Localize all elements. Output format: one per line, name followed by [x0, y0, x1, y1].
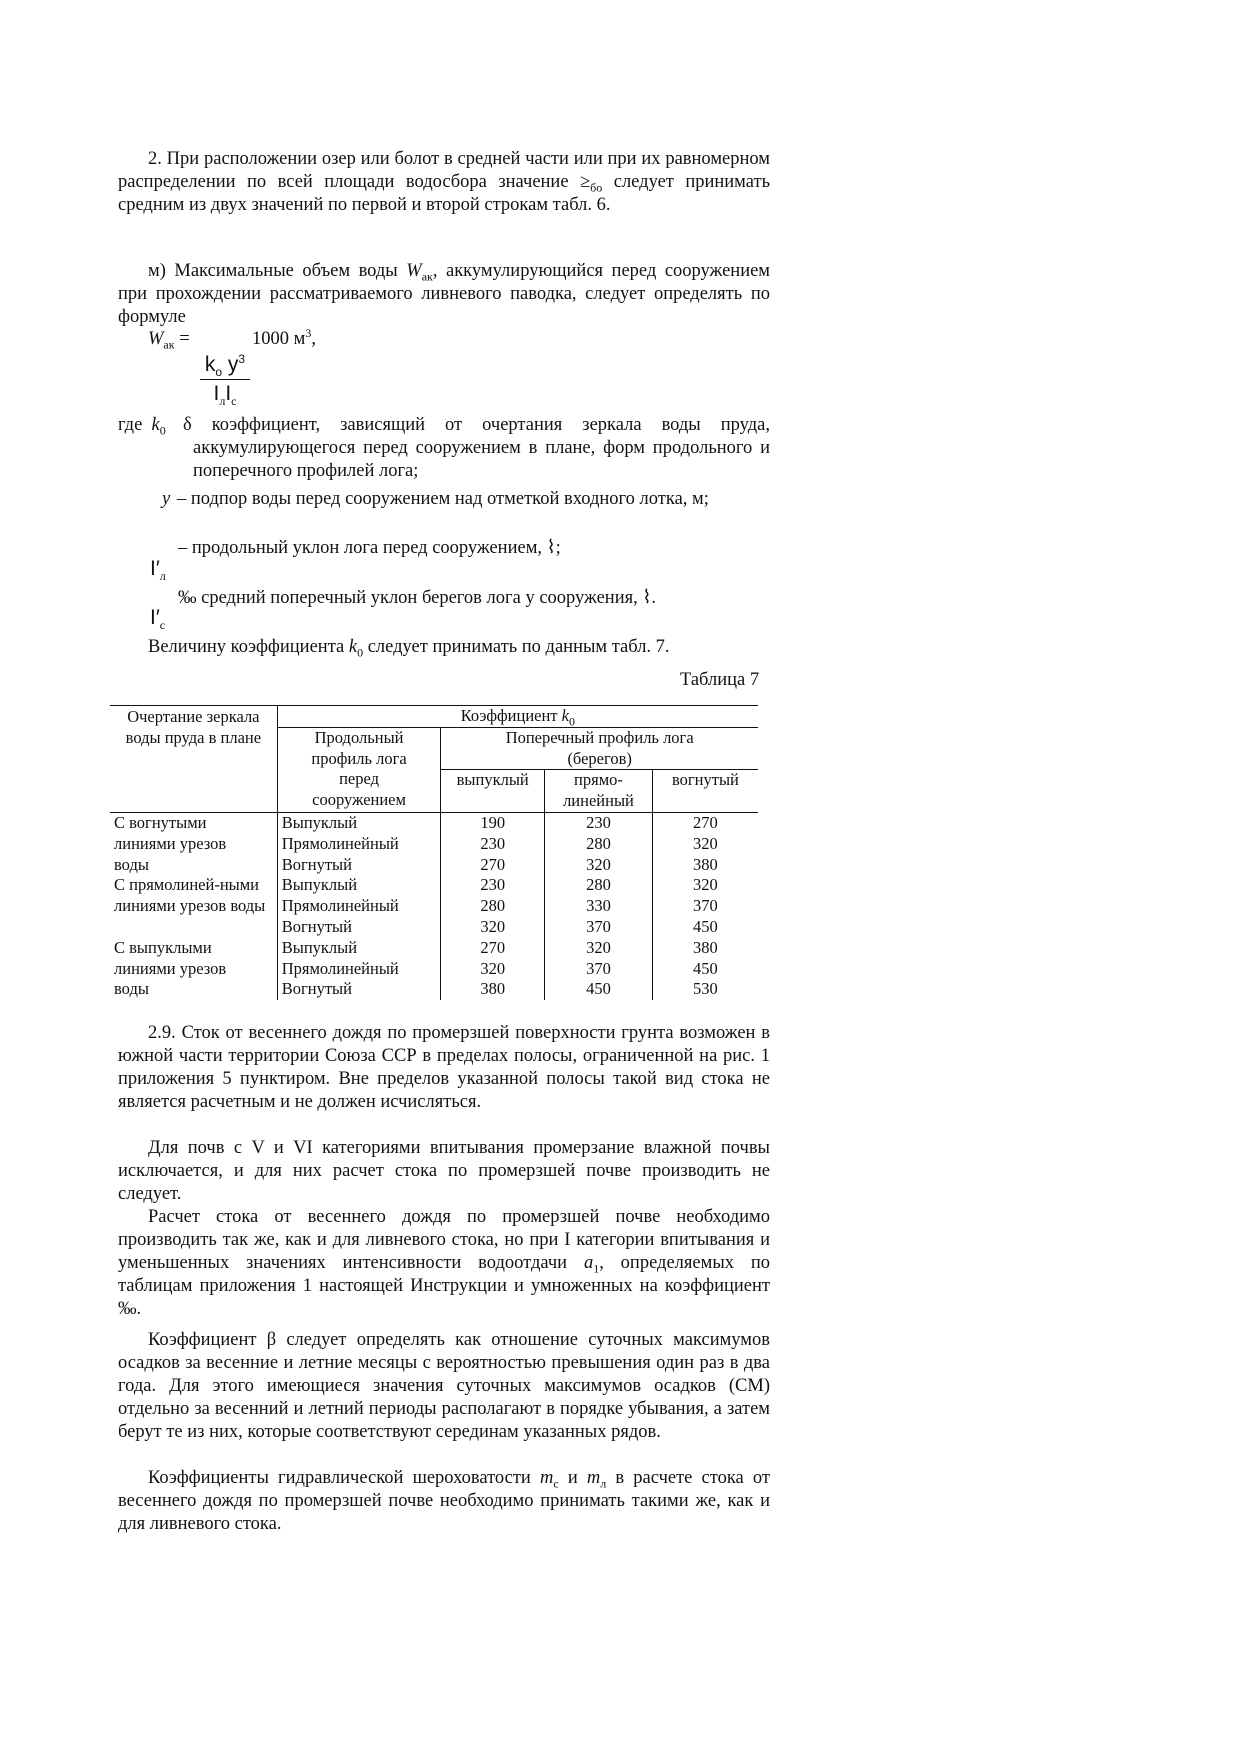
cell-straight: 370 [545, 959, 653, 980]
cell-convex: 190 [441, 812, 545, 833]
cell-straight: 450 [545, 979, 653, 1000]
ic-sub: с [159, 618, 166, 633]
para1-sub: бо [590, 180, 603, 195]
header-concave: вогнутый [652, 770, 758, 813]
den-i2-sub: с [231, 394, 237, 409]
header-convex: выпуклый [441, 770, 545, 813]
cell-straight: 280 [545, 875, 653, 896]
para2-b: , аккумулирующийся перед сооружением при прохождении рассматриваемого ливневого паводка, следует определять по формуле [118, 261, 771, 327]
paragraph-lakes [118, 148, 770, 217]
cell-convex: 380 [441, 979, 545, 1000]
ic-text: ‰ средний поперечный уклон берегов лога у сооружения, ⌇. [178, 588, 657, 608]
row-profile: Прямолинейный [277, 896, 441, 917]
il-symbol: I′ [150, 557, 160, 580]
para6-a1: a [583, 1253, 594, 1273]
k0-var: k [151, 415, 160, 435]
cell-convex: 230 [441, 875, 545, 896]
cell-concave: 450 [693, 916, 718, 936]
header-coef-sub: 0 [568, 714, 575, 729]
formula-w: W [148, 329, 164, 349]
formula-rhs-sup: 3 [305, 325, 312, 340]
cell-convex: 230 [441, 834, 545, 855]
y-text: – подпор воды перед сооружением над отметкой входного лотка, м; [177, 489, 709, 509]
cell-concave: 530 [693, 979, 718, 999]
cell-straight: 370 [545, 917, 653, 938]
para8-m2sub: л [600, 1476, 607, 1491]
cell-convex: 270 [441, 855, 545, 876]
ic-var [150, 606, 166, 633]
paragraph-2-9: 2.9. Сток от весеннего дождя по промерзшей поверхности грунта возможен в южной части территории Союза ССР в пределах полосы, ограниченной на рис. 1 приложения 5 пунктиром. Вне пределов указанной полосы такой вид стока не является расчетным и не должен исчисляться. [118, 1023, 770, 1112]
group-concave [110, 812, 758, 875]
paragraph-roughness [118, 1467, 770, 1536]
cell-concave: 270 [693, 812, 718, 832]
y-definition [177, 488, 770, 511]
header-coefficient [277, 706, 758, 728]
cell-concave: 320 [693, 875, 718, 895]
para8-a: Коэффициенты гидравлической шероховатости [148, 1468, 540, 1488]
paragraph-beta: Коэффициент β следует определять как отношение суточных максимумов осадков за весенние и летние месяцы с вероятностью превышения один раз в два года. Для этого имеющиеся значения суточных максимумов осадков (СМ) отдельно за весенний и летний периоды располагают в порядке убывания, а затем берут те из них, которые соответствуют серединам указанных рядов. [118, 1330, 770, 1442]
cell-concave: 450 [693, 958, 718, 978]
para3-k: k [348, 637, 358, 657]
para6-a: Расчет стока от весеннего дождя по промерзшей почве необходимо производить так же, как и для ливневого стока, но при I категории впитывания и уменьшенных значениях интенсивности водоотдачи [118, 1207, 770, 1273]
il-var [150, 557, 166, 584]
formula-eq: = [174, 329, 190, 349]
num-k: k [204, 353, 216, 376]
k0-sub: 0 [159, 423, 166, 438]
group-shape-convex: С выпуклыми линиями урезов воды [110, 938, 277, 1000]
group-convex [110, 938, 758, 1000]
cell-straight: 330 [545, 896, 653, 917]
cell-straight: 320 [545, 938, 653, 959]
paragraph-volume [118, 260, 770, 329]
formula-rhs-text: 1000 м [252, 329, 306, 349]
row-profile: Прямолинейный [277, 834, 441, 855]
ic-definition [178, 587, 656, 610]
table-7 [110, 705, 758, 1000]
para8-b: в расчете стока от весеннего дождя по промерзшей почве необходимо принимать такими же, как и для ливневого стока. [118, 1468, 770, 1534]
k0-text: δ коэффициент, зависящий от очертания зеркала воды пруда, аккумулирующегося перед сооружением в плане, форм продольного и поперечного профилей лога; [183, 415, 770, 481]
group-shape-straight: С прямолиней-ными линиями урезов воды [110, 875, 277, 937]
row-profile: Вогнутый [277, 917, 441, 938]
num-k-sub: о [215, 365, 223, 380]
cell-straight: 230 [545, 812, 653, 833]
row-profile: Вогнутый [277, 855, 441, 876]
para1-text: 2. При расположении озер или болот в средней части или при их равномерном распределении по всей площади водосбора значение ≥ [118, 149, 770, 192]
para6-b: , определяемых по таблицам приложения 1 настоящей Инструкции и умноженных на коэффициент ‰. [118, 1253, 770, 1319]
formula-denominator [200, 382, 250, 409]
para6-a1sub: 1 [593, 1261, 600, 1276]
cell-concave: 380 [693, 937, 718, 957]
paragraph-soils: Для почв с V и VI категориями впитывания промерзание влажной почвы исключается, и для них расчет стока по промерзшей почве производить не следует. [118, 1138, 770, 1204]
cell-concave: 370 [693, 896, 718, 916]
cell-convex: 320 [441, 959, 545, 980]
para1-end: следует принимать средним из двух значений по первой и второй строкам табл. 6. [118, 172, 771, 215]
cell-convex: 280 [441, 896, 545, 917]
para2-a: м) Максимальные объем воды [148, 261, 407, 281]
para8-and: и [558, 1468, 587, 1488]
il-definition [178, 537, 561, 560]
formula-lhs [148, 328, 190, 351]
paragraph-calculation [118, 1206, 770, 1321]
para2-w: W [406, 261, 422, 281]
para3-a: Величину коэффициента [148, 637, 349, 657]
y-var: y [162, 489, 171, 509]
where-label [118, 414, 166, 437]
cell-convex: 320 [441, 917, 545, 938]
y-var-line [162, 488, 170, 511]
row-profile: Выпуклый [277, 812, 441, 833]
header-shape: Очертание зеркала воды пруда в плане [110, 706, 277, 813]
header-longitudinal: Продольный профиль лога перед сооружением [277, 727, 441, 812]
row-profile: Вогнутый [277, 979, 441, 1000]
table-title: Таблица 7 [680, 670, 760, 690]
row-profile: Прямолинейный [277, 959, 441, 980]
header-straight: прямо-линейный [545, 770, 653, 813]
formula-rhs-end: , [311, 329, 316, 349]
header-cross: Поперечный профиль лога (берегов) [441, 727, 758, 770]
formula-numerator [200, 352, 250, 378]
den-i2: I [225, 382, 232, 405]
cell-straight: 280 [545, 834, 653, 855]
paragraph-k0-ref [148, 636, 670, 659]
row-profile: Выпуклый [277, 938, 441, 959]
den-i1: I [213, 382, 220, 405]
formula-fraction [200, 352, 250, 409]
num-sup: 3 [238, 352, 246, 366]
cell-straight: 320 [545, 855, 653, 876]
para8-msub: с [553, 1476, 559, 1491]
para3-b: следует принимать по данным табл. 7. [363, 637, 670, 657]
ic-symbol: I′ [150, 606, 160, 629]
gde-text: где [118, 415, 143, 435]
header-coef-text: Коэффициент [460, 706, 562, 725]
num-y: y [222, 353, 239, 376]
group-shape-concave: С вогнутыми линиями урезов воды [110, 812, 277, 875]
il-sub: л [159, 569, 166, 584]
k0-definition [183, 414, 770, 483]
fraction-bar [200, 379, 250, 380]
formula-w-sub: ак [163, 337, 175, 352]
row-profile: Выпуклый [277, 875, 441, 896]
cell-concave: 320 [693, 833, 718, 853]
para8-m2: m [586, 1468, 601, 1488]
group-straight [110, 875, 758, 937]
den-i1-sub: л [219, 394, 226, 409]
para3-ksub: 0 [357, 645, 364, 660]
header-coef-k: k [561, 706, 569, 725]
cell-convex: 270 [441, 938, 545, 959]
il-text: – продольный уклон лога перед сооружением, ⌇; [178, 538, 561, 558]
cell-concave: 380 [693, 854, 718, 874]
para2-wsub: ак [421, 269, 433, 284]
para8-m: m [539, 1468, 554, 1488]
formula-rhs [252, 325, 316, 351]
